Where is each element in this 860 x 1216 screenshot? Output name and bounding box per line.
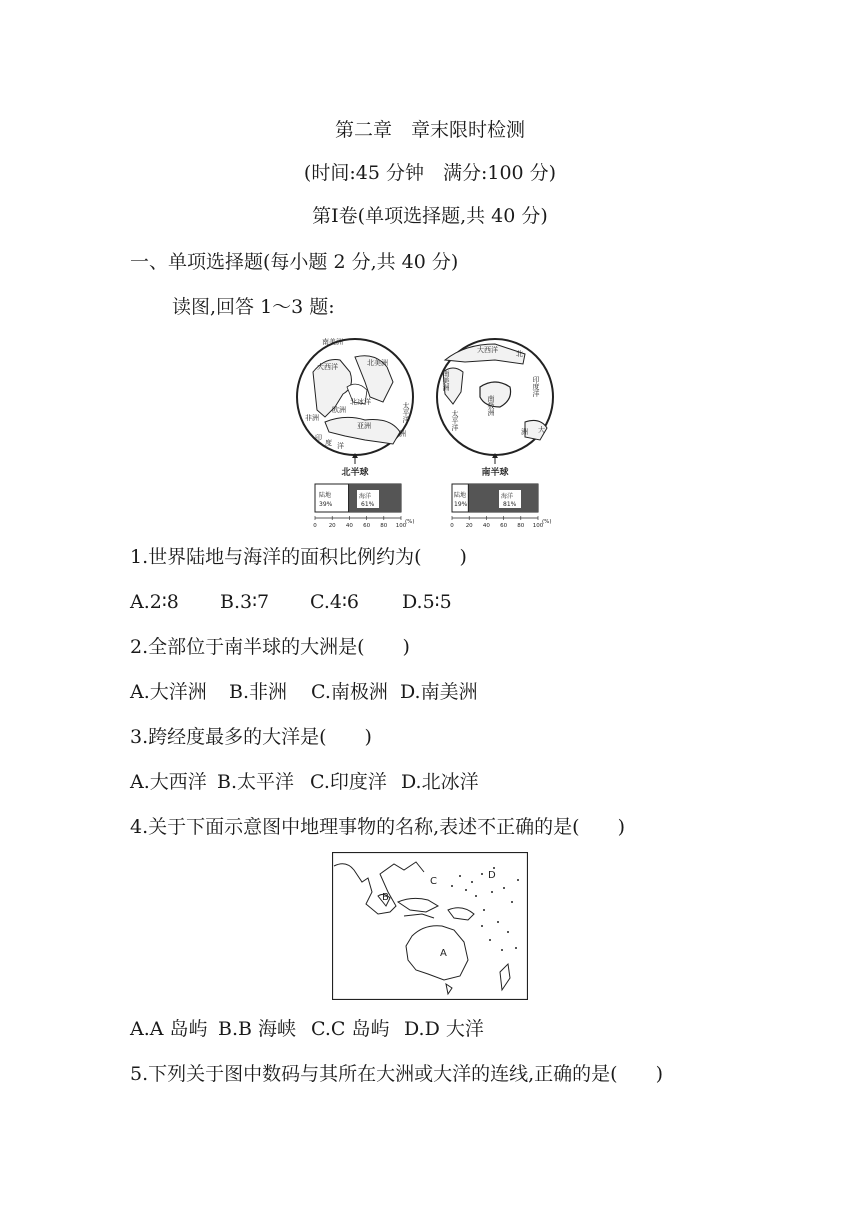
- question-4-stem: 4.关于下面示意图中地理事物的名称,表述不正确的是( ): [130, 816, 625, 838]
- north-label: 北冰洋: [350, 398, 371, 406]
- axis-unit: (%): [542, 519, 552, 525]
- q4-option-b[interactable]: B.B 海峡: [218, 1018, 297, 1040]
- q1-option-d[interactable]: D.5∶5: [402, 591, 452, 613]
- axis-tick-label: 0: [450, 523, 454, 529]
- axis-tick-label: 0: [313, 523, 317, 529]
- north-label: 洋: [337, 442, 344, 450]
- axis-tick-label: 20: [465, 523, 473, 529]
- south-label: 北: [516, 350, 523, 358]
- axis-tick-label: 60: [500, 523, 508, 529]
- south-label: 洲: [521, 428, 528, 436]
- axis-tick-label: 60: [363, 523, 371, 529]
- q2-option-a[interactable]: A.大洋洲: [130, 681, 207, 703]
- north-hemisphere-map: [297, 337, 413, 478]
- north-label: 印: [315, 434, 322, 442]
- q2-option-c[interactable]: C.南极洲: [311, 681, 388, 703]
- north-label: 大西洋: [317, 363, 338, 371]
- map-label-a: A: [440, 948, 447, 959]
- south-caption: 南半球: [481, 468, 509, 478]
- south-sea-label: 海洋: [501, 493, 514, 500]
- q2-option-d[interactable]: D.南美洲: [400, 681, 478, 703]
- volume-title: 第Ⅰ卷(单项选择题,共 40 分): [312, 205, 548, 227]
- question-3-stem: 3.跨经度最多的大洋是( ): [130, 726, 372, 748]
- q2-option-b[interactable]: B.非洲: [229, 681, 288, 703]
- south-label: 太平洋: [451, 410, 459, 431]
- axis-tick-label: 100: [532, 523, 544, 529]
- north-label: 亚洲: [357, 422, 371, 430]
- north-land-label: 陆地: [319, 492, 332, 499]
- north-sea-pct: 61%: [361, 501, 375, 508]
- south-label: 南美洲: [442, 370, 450, 391]
- north-label: 非洲: [305, 414, 319, 422]
- north-label: 太平洋: [402, 402, 410, 423]
- axis-tick-label: 80: [517, 523, 525, 529]
- axis-tick-label: 40: [345, 523, 353, 529]
- north-ratio-bar: [313, 484, 414, 529]
- axis-tick-label: 80: [380, 523, 388, 529]
- south-label: 印度洋: [532, 376, 540, 397]
- q1-option-a[interactable]: A.2∶8: [130, 591, 179, 613]
- map-label-b: B: [382, 892, 389, 903]
- south-land-pct: 19%: [454, 501, 468, 508]
- south-ratio-bar: [450, 484, 551, 529]
- q4-option-a[interactable]: A.A 岛屿: [130, 1018, 208, 1040]
- south-label: 大: [538, 426, 545, 434]
- q4-option-c[interactable]: C.C 岛屿: [311, 1018, 390, 1040]
- section-intro: 读图,回答 1～3 题:: [172, 296, 335, 318]
- question-5-stem: 5.下列关于图中数码与其所在大洲或大洋的连线,正确的是( ): [130, 1063, 663, 1085]
- q1-option-b[interactable]: B.3∶7: [220, 591, 270, 613]
- map-label-c: C: [430, 876, 437, 887]
- q4-option-d[interactable]: D.D 大洋: [404, 1018, 484, 1040]
- north-caption: 北半球: [341, 468, 369, 478]
- hemisphere-figure: [295, 332, 565, 530]
- question-2-stem: 2.全部位于南半球的大洲是( ): [130, 636, 410, 658]
- north-label: 南美洲: [322, 338, 343, 346]
- south-hemisphere-map: [437, 339, 553, 478]
- q3-option-c[interactable]: C.印度洋: [310, 771, 387, 793]
- q3-option-a[interactable]: A.大西洋: [130, 771, 207, 793]
- axis-unit: (%): [405, 519, 415, 525]
- north-label: 度: [325, 439, 332, 447]
- map-label-d: D: [488, 870, 496, 881]
- north-sea-label: 海洋: [359, 493, 372, 500]
- south-sea-pct: 81%: [503, 501, 517, 508]
- question-1-stem: 1.世界陆地与海洋的面积比例约为( ): [130, 546, 467, 568]
- north-land-pct: 39%: [319, 501, 333, 508]
- south-label: 大西洋: [477, 346, 498, 354]
- axis-tick-label: 40: [482, 523, 490, 529]
- north-label: 北美洲: [367, 359, 388, 367]
- q3-option-b[interactable]: B.太平洋: [217, 771, 295, 793]
- exam-meta: (时间:45 分钟 满分:100 分): [303, 162, 557, 184]
- north-label: 洲: [399, 430, 406, 438]
- axis-tick-label: 100: [395, 523, 407, 529]
- q1-option-c[interactable]: C.4∶6: [310, 591, 360, 613]
- axis-tick-label: 20: [328, 523, 336, 529]
- north-label: 欧洲: [332, 406, 346, 414]
- south-land-label: 陆地: [454, 492, 467, 499]
- section-heading: 一、单项选择题(每小题 2 分,共 40 分): [130, 251, 459, 273]
- south-label: 南极洲: [487, 395, 495, 416]
- oceania-map: [332, 852, 528, 1000]
- q3-option-d[interactable]: D.北冰洋: [401, 771, 479, 793]
- page-title: 第二章 章末限时检测: [334, 119, 525, 141]
